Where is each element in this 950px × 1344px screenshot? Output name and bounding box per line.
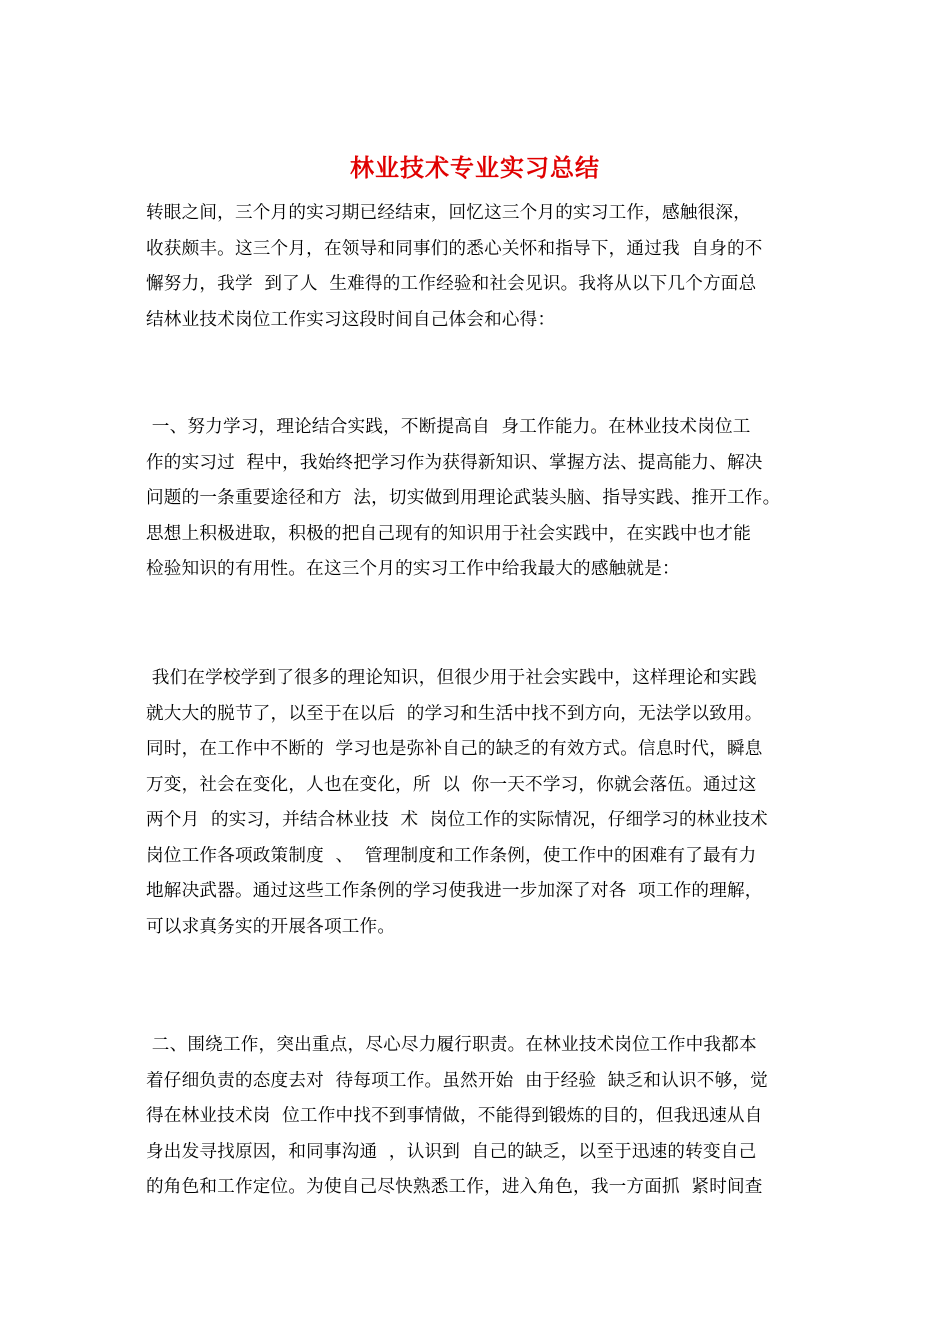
text-line: 两个月 的实习，并结合林业技 术 岗位工作的实际情况，仔细学习的林业技术 bbox=[146, 810, 768, 830]
text-line: 就大大的脱节了，以至于在以后 的学习和生活中找不到方向，无法学以致用。 bbox=[146, 703, 763, 724]
text-line: 一、努力学习，理论结合实践，不断提高自 身工作能力。在林业技术岗位工 bbox=[146, 417, 751, 437]
paragraph-section-two bbox=[146, 1028, 826, 1206]
text-line: 问题的一条重要途径和方 法，切实做到用理论武装头脑、指导实践、推开工作。 bbox=[146, 488, 781, 508]
text-line: 二、围绕工作，突出重点，尽心尽力履行职责。在林业技术岗位工作中我都本 bbox=[146, 1035, 757, 1055]
text-line: 地解决武器。通过这些工作条例的学习使我进一步加深了对各 项工作的理解， bbox=[146, 881, 763, 901]
text-line: 懈努力，我学 到了人 生难得的工作经验和社会见识。我将从以下几个方面总 bbox=[146, 274, 757, 294]
text-line: 可以求真务实的开展各项工作。 bbox=[146, 916, 396, 937]
paragraph-reflection bbox=[146, 661, 826, 945]
paragraph-intro bbox=[146, 196, 826, 338]
text-line: 收获颇丰。这三个月，在领导和同事们的悉心关怀和指导下，通过我 自身的不 bbox=[146, 238, 763, 259]
text-line: 身出发寻找原因，和同事沟通 ，认识到 自己的缺乏，以至于迅速的转变自己 bbox=[146, 1141, 757, 1162]
paragraph-section-one bbox=[146, 410, 826, 588]
text-line: 着仔细负责的态度去对 待每项工作。虽然开始 由于经验 缺乏和认识不够，觉 bbox=[146, 1070, 768, 1091]
text-line: 转眼之间，三个月的实习期已经结束，回忆这三个月的实习工作，感触很深， bbox=[146, 203, 751, 223]
text-line: 的角色和工作定位。为使自己尽快熟悉工作，进入角色，我一方面抓 紧时间查 bbox=[146, 1177, 763, 1197]
text-line: 岗位工作各项政策制度 、 管理制度和工作条例，使工作中的困难有了最有力 bbox=[146, 845, 757, 866]
text-line: 结林业技术岗位工作实习这段时间自己体会和心得： bbox=[146, 309, 556, 330]
text-line: 万变，社会在变化，人也在变化，所 以 你一天不学习，你就会落伍。通过这 bbox=[146, 774, 757, 795]
text-line: 检验知识的有用性。在这三个月的实习工作中给我最大的感触就是： bbox=[146, 559, 680, 579]
text-line: 同时，在工作中不断的 学习也是弥补自己的缺乏的有效方式。信息时代，瞬息 bbox=[146, 739, 763, 759]
text-line: 思想上积极进取，积极的把自己现有的知识用于社会实践中，在实践中也才能 bbox=[146, 523, 751, 544]
text-line: 得在林业技术岗 位工作中找不到事情做，不能得到锻炼的目的，但我迅速从自 bbox=[146, 1106, 763, 1126]
document-title: 林业技术专业实习总结 bbox=[350, 153, 600, 182]
text-line: 作的实习过 程中，我始终把学习作为获得新知识、掌握方法、提高能力、解决 bbox=[146, 452, 763, 473]
text-line: 我们在学校学到了很多的理论知识，但很少用于社会实践中，这样理论和实践 bbox=[146, 668, 757, 688]
